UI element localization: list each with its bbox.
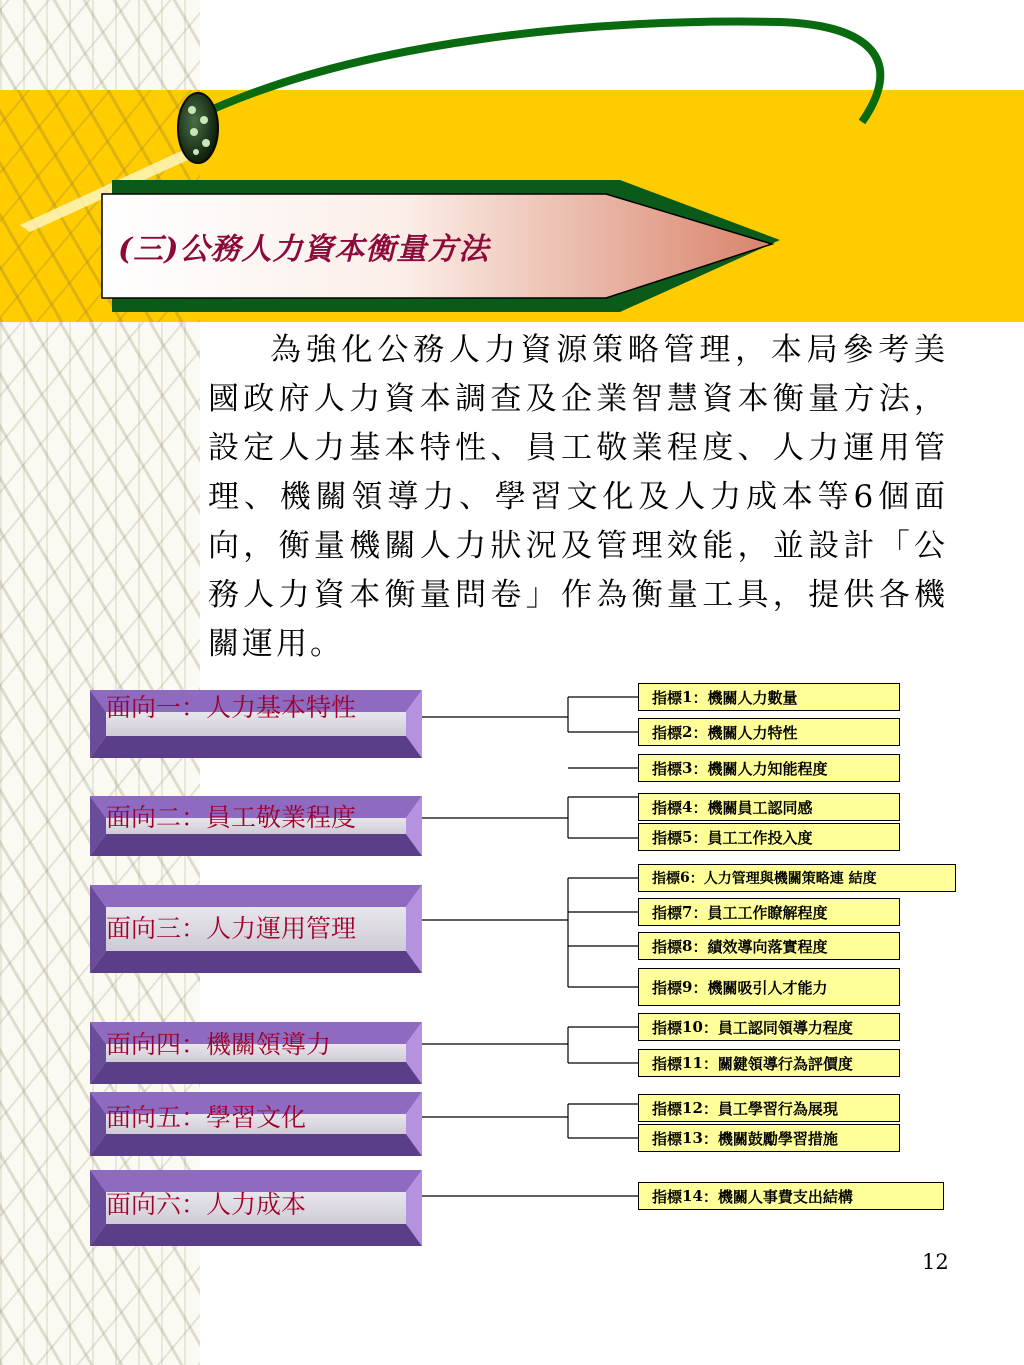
indicator-box: 指標 5 ：員工工作投入度	[638, 823, 900, 851]
indicator-box: 指標 14 ：機關人事費支出結構	[638, 1182, 944, 1210]
aspect-label: 面向四：機關領導力	[106, 1030, 332, 1059]
indicator-box: 指標 12 ：員工學習行為展現	[638, 1094, 900, 1122]
aspect-label: 面向六：人力成本	[106, 1190, 307, 1219]
indicator-box: 指標 9 ：機關吸引人才能力	[638, 968, 900, 1006]
indicator-box: 指標 1 ：機關人力數量	[638, 683, 900, 711]
indicator-box: 指標 10 ：員工認同領導力程度	[638, 1013, 900, 1041]
indicator-box: 指標 6 ：人力管理與機關策略連 結度	[638, 864, 956, 892]
aspect-label: 面向一：人力基本特性	[106, 693, 357, 722]
page-number: 12	[922, 1250, 949, 1274]
indicator-box: 指標 4 ：機關員工認同感	[638, 793, 900, 821]
aspect-box-2	[90, 796, 422, 856]
indicator-box: 指標 8 ：績效導向落實程度	[638, 932, 900, 960]
aspect-label: 面向二：員工敬業程度	[106, 803, 357, 832]
indicator-box: 指標 7 ：員工工作瞭解程度	[638, 898, 900, 926]
aspect-box-3	[90, 885, 422, 973]
indicator-box: 指標 2 ：機關人力特性	[638, 718, 900, 746]
indicator-box: 指標 13 ：機關鼓勵學習措施	[638, 1124, 900, 1152]
header-graphics	[0, 0, 1024, 330]
aspect-box-6	[90, 1170, 422, 1246]
aspect-label: 面向五：學習文化	[106, 1103, 307, 1132]
aspect-label: 面向三：人力運用管理	[106, 914, 357, 943]
page-title: (三)公務人力資本衡量方法	[118, 232, 490, 267]
aspect-box-1	[90, 690, 422, 758]
aspect-box-5	[90, 1092, 422, 1156]
aspect-box-4	[90, 1022, 422, 1084]
indicator-box: 指標 3 ：機關人力知能程度	[638, 754, 900, 782]
swoosh-curve	[200, 22, 880, 122]
intro-paragraph: 為強化公務人力資源策略管理，本局參考美國政府人力資本調查及企業智慧資本衡量方法，設定人力基本特性、員工敬業程度、人力運用管理、機關領導力、學習文化及人力成本等6個面向，衡量機關人力狀況及管理效能，並設計「公務人力資本衡量問卷」作為衡量工具，提供各機關運用。	[208, 332, 948, 662]
indicator-box: 指標 11 ：關鍵領導行為評價度	[638, 1049, 900, 1077]
